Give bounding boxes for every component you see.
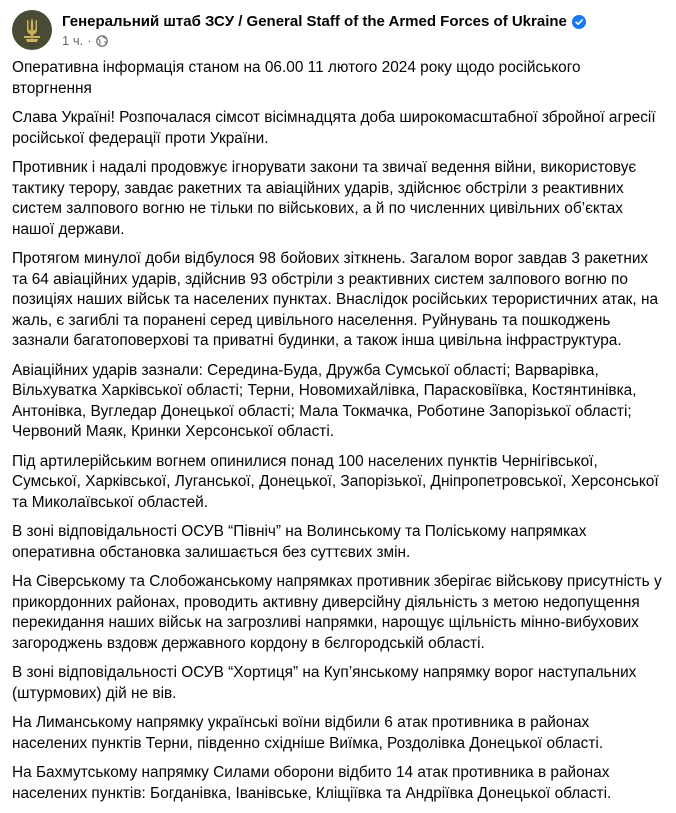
post-paragraph: Протягом минулої доби відбулося 98 бойових зіткнень. Загалом ворог завдав 3 ракетних та 64 авіаційних ударів, здійснив 93 обстріли з реактивних систем залпового вогню по позиціях наших військ та населених пунктах. Внаслідок російських терористичних атак, на жаль, є загиблі та поранені серед цивільного населення. Руйнувань та пошкоджень зазнали багатоповерхові та приватні будинки, а також інша цивільна інфраструктура. (12, 250, 658, 349)
author-line (62, 13, 586, 30)
post-paragraph: Авіаційних ударів зазнали: Середина-Буда, Дружба Сумської області; Варварівка, Вільхуватка Харківської області; Терни, Новомихайлівка, Парасковіївка, Костянтинівка, Антонівка, Вугледар Донецької області; Мала Токмачка, Роботине Запорізької області; Червоний Маяк, Кринки Херсонської області. (12, 361, 637, 440)
post-body (12, 58, 664, 813)
post-meta (62, 33, 108, 48)
post-paragraph: На Сіверському та Слобожанському напрямках противник зберігає військову присутність у прикордонних районах, проводить активну диверсійну діяльність з метою недопущення перекидання наших військ на загрозливі напрямки, нарощує щільність мінно-вибухових загороджень вздовж державного кордону в бєлгородській області. (12, 573, 662, 652)
page-avatar[interactable] (12, 10, 52, 50)
verified-badge-icon (572, 15, 586, 29)
post-paragraph: Противник і надалі продовжує ігнорувати закони та звичаї ведення війни, використовує тактику терору, завдає ракетних та авіаційних ударів, здійснює обстріли з реактивних систем залпового вогню не тільки по військових, а й по численних цивільних об’єктах нашої держави. (12, 159, 637, 238)
post-paragraph: В зоні відповідальності ОСУВ “Хортиця” на Куп’янському напрямку ворог наступальних (штурмових) дій не вів. (12, 664, 637, 702)
trident-emblem-icon (20, 16, 44, 44)
meta-separator: · (87, 33, 92, 48)
post-paragraph: Оперативна інформація станом на 06.00 11 лютого 2024 року щодо російського вторгнення (12, 59, 581, 97)
post-paragraph: Слава Україні! Розпочалася сімсот вісімнадцята доба широкомасштабної збройної агресії російської федерації проти України. (12, 109, 656, 147)
post-header (12, 10, 664, 54)
post-timestamp-link[interactable]: 1 ч. (62, 33, 84, 48)
post-paragraph: На Лиманському напрямку українські воїни відбили 6 атак противника в районах населених пунктів Терни, південно східніше Виїмка, Роздолівка Донецької області. (12, 714, 604, 752)
post-paragraph: Під артилерійським вогнем опинилися понад 100 населених пунктів Чернігівської, Сумської, Харківської, Луганської, Донецької, Запорізької, Дніпропетровської, Херсонської та Миколаївської областей. (12, 452, 659, 511)
globe-icon[interactable] (96, 35, 108, 47)
post-paragraph: В зоні відповідальності ОСУВ “Північ” на Волинському та Поліському напрямках оперативна обстановка залишається без суттєвих змін. (12, 523, 587, 561)
page-name-link[interactable]: Генеральний штаб ЗСУ / General Staff of the Armed Forces of Ukraine (62, 13, 567, 30)
post-paragraph: На Бахмутському напрямку Силами оборони відбито 14 атак противника в районах населених пунктів: Богданівка, Іванівське, Кліщіївка та Андріївка Донецької області. (12, 764, 612, 802)
